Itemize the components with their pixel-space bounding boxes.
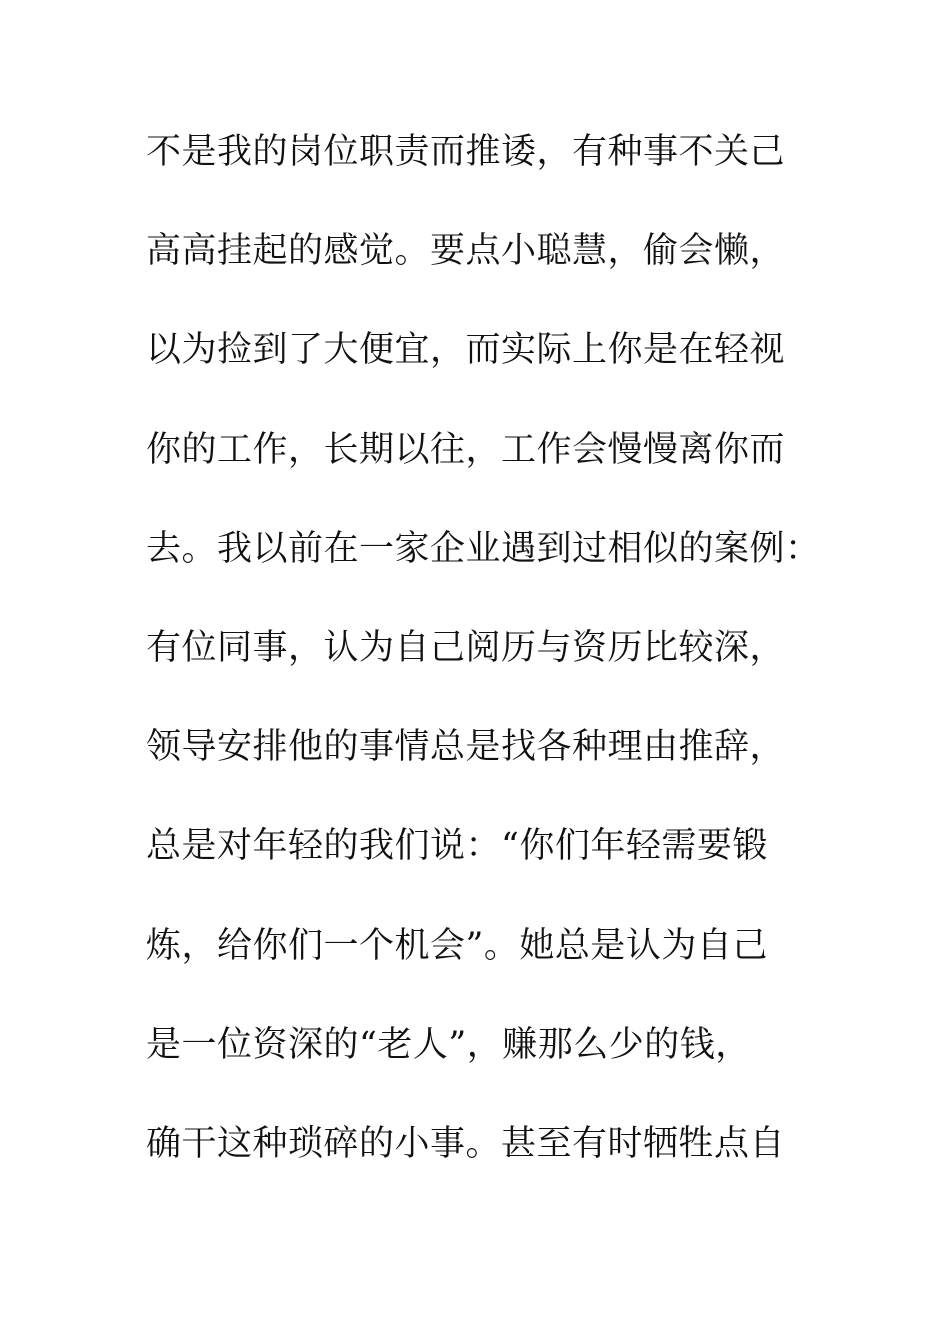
body-text xyxy=(146,122,926,1213)
text-line: 你的工作，长期以往，工作会慢慢离你而 xyxy=(146,429,786,470)
text-line: 以为捡到了大便宜，而实际上你是在轻视 xyxy=(146,330,786,371)
text-line: 去。我以前在一家企业遇到过相似的案例： xyxy=(146,528,821,569)
text-line: 有位同事，认为自己阅历与资历比较深， xyxy=(146,627,786,668)
text-line: 高高挂起的感觉。要点小聪慧，偷会懒， xyxy=(146,231,786,272)
text-line: 确干这种琐碎的小事。甚至有时牺牲点自 xyxy=(146,1123,786,1164)
text-line: 总是对年轻的我们说：“你们年轻需要锻 xyxy=(146,826,768,867)
text-line: 是一位资深的“老人”，赚那么少的钱， xyxy=(146,1024,751,1065)
text-line: 领导安排他的事情总是找各种理由推辞， xyxy=(146,727,786,768)
text-line: 炼，给你们一个机会”。她总是认为自己 xyxy=(146,925,768,966)
text-line: 不是我的岗位职责而推诿，有种事不关己 xyxy=(146,132,786,172)
